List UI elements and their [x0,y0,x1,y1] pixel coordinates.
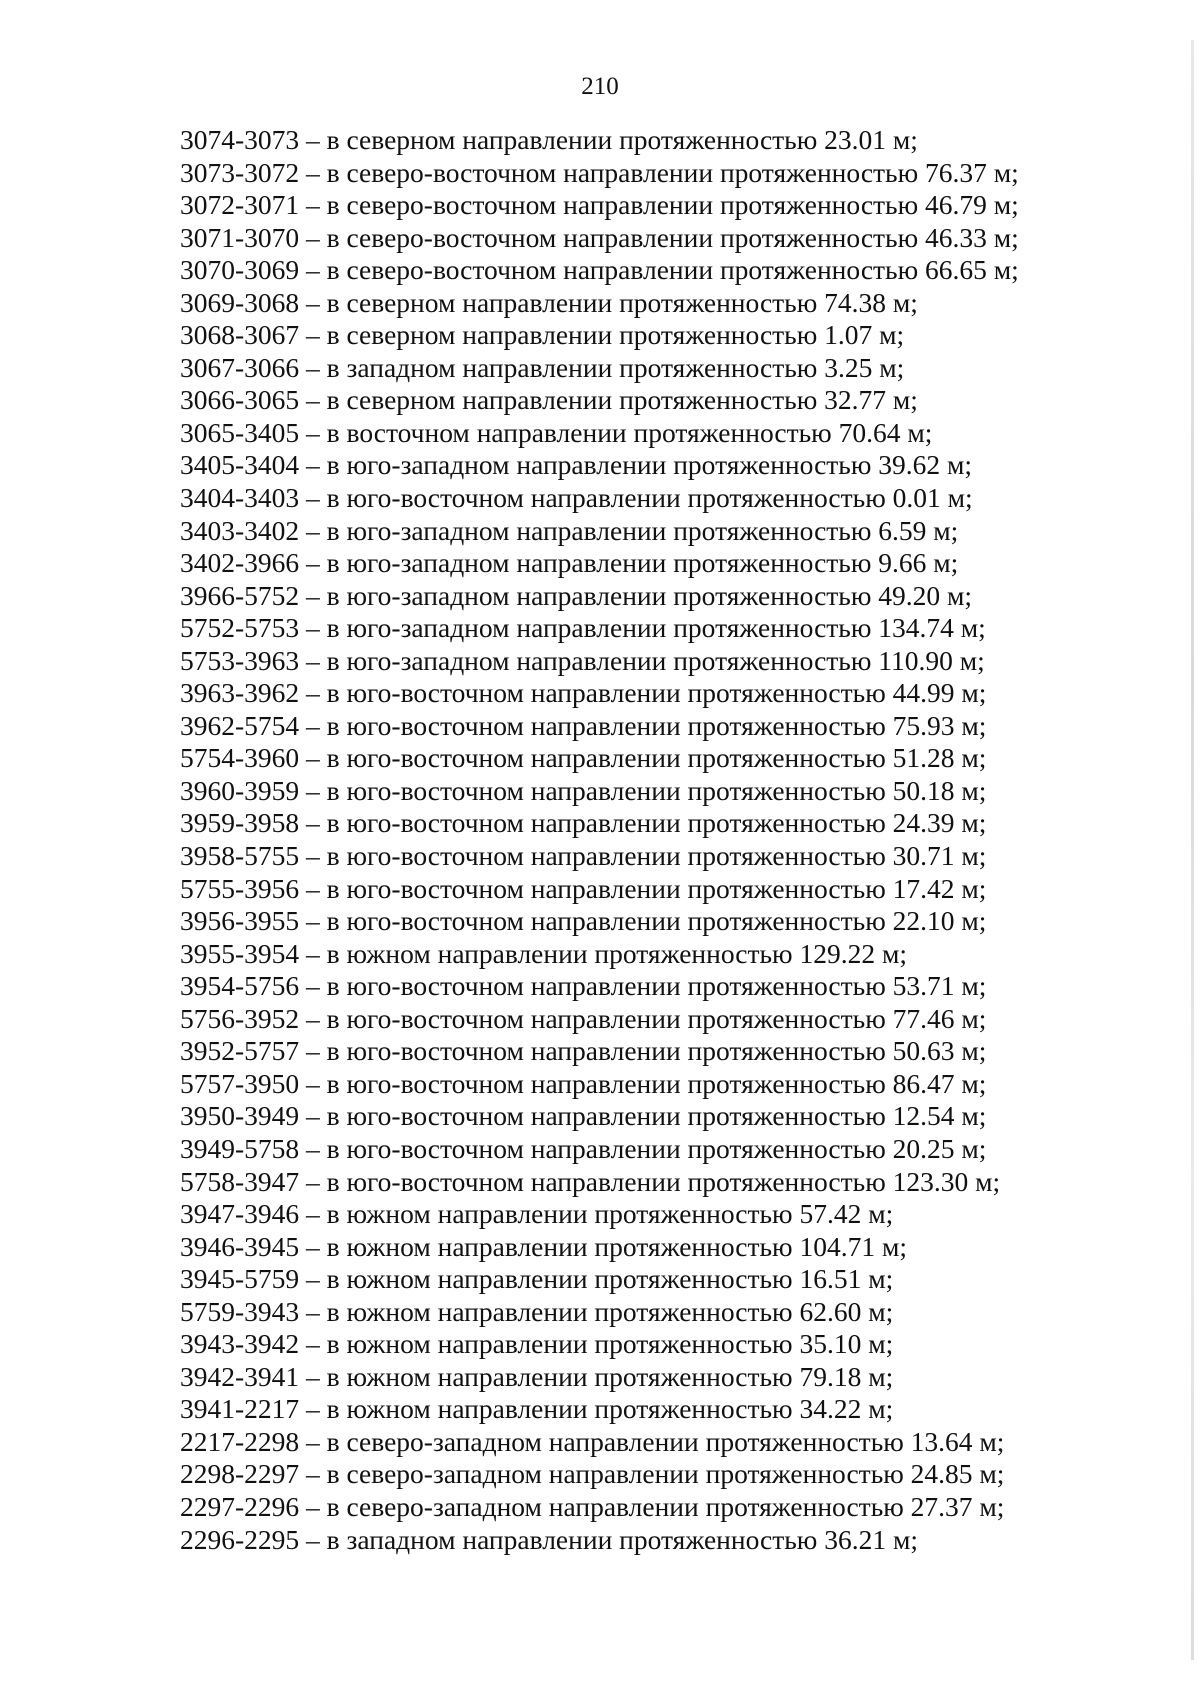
list-item: 3949-5758 – в юго-восточном направлении протяженностью 20.25 м; [180,1132,987,1164]
list-item: 3074-3073 – в северном направлении протяженностью 23.01 м; [180,124,918,155]
list-item: 3955-3954 – в южном направлении протяженностью 129.22 м; [180,937,908,969]
list-item: 3954-5756 – в юго-восточном направлении протяженностью 53.71 м; [180,970,987,1002]
list-item: 3941-2217 – в южном направлении протяженностью 34.22 м; [180,1393,894,1425]
list-item: 3958-5755 – в юго-восточном направлении протяженностью 30.71 м; [180,840,987,872]
list-item: 3962-5754 – в юго-восточном направлении протяженностью 75.93 м; [180,709,987,741]
list-item: 3945-5759 – в южном направлении протяженностью 16.51 м; [180,1263,894,1295]
list-item: 3404-3403 – в юго-восточном направлении протяженностью 0.01 м; [180,482,973,514]
page-number: 210 [581,73,619,100]
list-item: 3070-3069 – в северо-восточном направлении протяженностью 66.65 м; [180,254,1019,286]
list-item: 5758-3947 – в юго-восточном направлении протяженностью 123.30 м; [180,1165,1001,1197]
list-item: 3959-3958 – в юго-восточном направлении протяженностью 24.39 м; [180,807,987,839]
list-item: 5755-3956 – в юго-восточном направлении протяженностью 17.42 м; [180,872,987,904]
list-item: 3942-3941 – в южном направлении протяженностью 79.18 м; [180,1360,894,1392]
list-item: 3065-3405 – в восточном направлении протяженностью 70.64 м; [180,416,933,448]
list-item: 5759-3943 – в южном направлении протяженностью 62.60 м; [180,1295,894,1327]
list-item: 3947-3946 – в южном направлении протяженностью 57.42 м; [180,1198,894,1230]
list-item: 3952-5757 – в юго-восточном направлении протяженностью 50.63 м; [180,1035,987,1067]
list-item: 3072-3071 – в северо-восточном направлении протяженностью 46.79 м; [180,189,1019,221]
list-item: 3950-3949 – в юго-восточном направлении протяженностью 12.54 м; [180,1100,987,1132]
list-item: 3069-3068 – в северном направлении протяженностью 74.38 м; [180,286,918,318]
list-item: 3073-3072 – в северо-восточном направлении протяженностью 76.37 м; [180,156,1019,188]
list-item: 3067-3066 – в западном направлении протяженностью 3.25 м; [180,351,905,383]
list-item: 5754-3960 – в юго-восточном направлении протяженностью 51.28 м; [180,742,987,774]
boundary-description-list [180,124,1080,1556]
list-item: 3963-3962 – в юго-восточном направлении протяженностью 44.99 м; [180,677,987,709]
list-item: 5757-3950 – в юго-восточном направлении протяженностью 86.47 м; [180,1067,987,1099]
list-item: 3068-3067 – в северном направлении протяженностью 1.07 м; [180,319,905,351]
list-item: 3405-3404 – в юго-западном направлении протяженностью 39.62 м; [180,449,973,481]
list-item: 2298-2297 – в северо-западном направлении протяженностью 24.85 м; [180,1458,1005,1490]
list-item: 3071-3070 – в северо-восточном направлении протяженностью 46.33 м; [180,221,1019,253]
list-item: 3966-5752 – в юго-западном направлении протяженностью 49.20 м; [180,579,973,611]
list-item: 5753-3963 – в юго-западном направлении протяженностью 110.90 м; [180,644,985,676]
list-item: 3960-3959 – в юго-восточном направлении протяженностью 50.18 м; [180,774,987,806]
list-item: 3066-3065 – в северном направлении протяженностью 32.77 м; [180,384,918,416]
list-item: 3402-3966 – в юго-западном направлении протяженностью 9.66 м; [180,547,959,579]
list-item: 2297-2296 – в северо-западном направлении протяженностью 27.37 м; [180,1490,1005,1522]
list-item: 3946-3945 – в южном направлении протяженностью 104.71 м; [180,1230,908,1262]
list-item: 2217-2298 – в северо-западном направлении протяженностью 13.64 м; [180,1425,1005,1457]
list-item: 3943-3942 – в южном направлении протяженностью 35.10 м; [180,1328,894,1360]
list-item: 3956-3955 – в юго-восточном направлении протяженностью 22.10 м; [180,905,987,937]
list-item: 3403-3402 – в юго-западном направлении протяженностью 6.59 м; [180,514,959,546]
list-item: 5752-5753 – в юго-западном направлении протяженностью 134.74 м; [180,612,986,644]
list-item: 2296-2295 – в западном направлении протяженностью 36.21 м; [180,1523,919,1555]
list-item: 5756-3952 – в юго-восточном направлении протяженностью 77.46 м; [180,1002,987,1034]
scan-edge-mark [1191,40,1194,1660]
